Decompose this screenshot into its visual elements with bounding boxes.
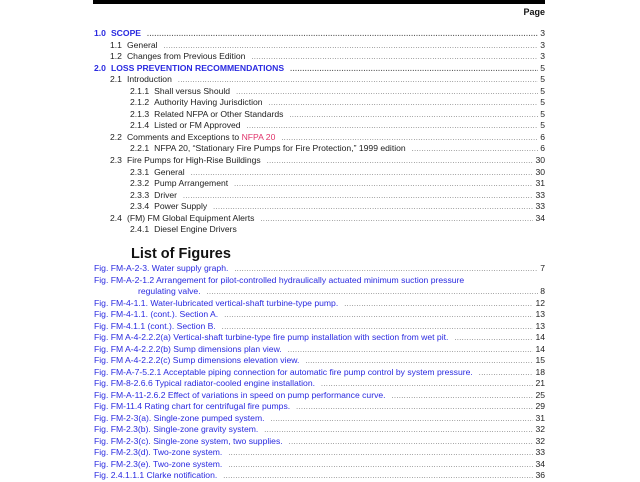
toc-entry-2-3-4[interactable]	[94, 201, 545, 213]
toc-title: Introduction	[126, 74, 172, 85]
leader-dots	[392, 391, 534, 402]
figure-label: Fig. 2.4.1.1.1 Clarke notification.	[94, 470, 218, 480]
figure-entry[interactable]	[94, 413, 545, 425]
figure-entry[interactable]	[94, 332, 545, 344]
figure-label: Fig. FM-8-2.6.6 Typical radiator-cooled engine installation.	[94, 378, 316, 388]
leader-dots	[234, 179, 533, 190]
toc-page: 5	[540, 62, 545, 73]
toc-page: 3	[540, 39, 545, 50]
leader-dots	[269, 98, 539, 109]
toc-page: 5	[540, 120, 545, 131]
toc-number: 2.3.1	[130, 166, 150, 177]
figure-page: 14	[535, 332, 545, 342]
toc-entry-2-1-3[interactable]	[94, 109, 545, 121]
figure-page: 29	[535, 401, 545, 411]
toc-title: Diesel Engine Drivers	[154, 224, 237, 235]
figure-entry[interactable]	[94, 355, 545, 367]
figure-page: 25	[535, 389, 545, 400]
leader-dots	[290, 64, 538, 75]
figure-page: 32	[535, 435, 545, 446]
toc-number: 2.2.1	[130, 143, 150, 154]
figure-page: 31	[535, 412, 545, 423]
toc-entry-2-3[interactable]	[94, 155, 545, 167]
toc-entry-2-1-1[interactable]	[94, 86, 545, 98]
figure-entry[interactable]	[94, 447, 545, 459]
leader-dots	[224, 310, 533, 321]
toc-number: 2.3.4	[130, 201, 150, 212]
toc-number: 1.1	[110, 39, 122, 50]
toc-entry-2-0[interactable]	[94, 63, 545, 75]
toc-page: 33	[535, 189, 545, 200]
figure-page: 13	[535, 309, 545, 319]
toc-number: 1.0	[94, 28, 106, 38]
figure-label: Fig. FM-11.4 Rating chart for centrifugal fire pumps.	[94, 401, 291, 411]
leader-dots	[271, 414, 534, 425]
figure-label: Fig. FM-2.3(e). Two-zone system.	[94, 458, 223, 469]
toc-title: General	[126, 39, 158, 50]
leader-dots	[191, 168, 534, 179]
toc-number: 2.3	[110, 155, 122, 166]
nfpa-20-link[interactable]: NFPA 20	[241, 131, 276, 142]
figure-page: 18	[535, 366, 545, 377]
toc-entry-1-2[interactable]	[94, 51, 545, 63]
toc-entry-2-1-2[interactable]	[94, 97, 545, 109]
leader-dots	[228, 448, 533, 459]
figure-page: 12	[535, 297, 545, 308]
figure-entry[interactable]	[94, 367, 545, 379]
leader-dots	[147, 29, 538, 40]
figure-page: 33	[535, 447, 545, 457]
toc-number: 2.1.1	[130, 85, 150, 96]
toc-title: LOSS PREVENTION RECOMMENDATIONS	[110, 62, 285, 73]
figure-page: 14	[535, 343, 545, 354]
leader-dots	[288, 345, 534, 356]
figure-entry[interactable]	[94, 424, 545, 436]
toc-title: SCOPE	[110, 28, 142, 38]
toc-title: NFPA 20, “Stationary Fire Pumps for Fire Protection,” 1999 edition	[154, 143, 406, 154]
figure-label: Fig. FM-2.3(b). Single-zone gravity system.	[94, 424, 259, 434]
leader-dots	[264, 425, 533, 436]
toc-number: 2.4	[110, 212, 122, 223]
leader-dots	[305, 356, 533, 367]
toc-number: 2.3.3	[130, 189, 150, 200]
toc-page: 30	[535, 155, 545, 166]
toc-entry-2-3-1[interactable]	[94, 167, 545, 179]
list-of-figures	[94, 263, 545, 482]
figure-label: Fig. FM-4-1.1. (cont.). Section A.	[94, 309, 219, 319]
toc-title: (FM) FM Global Equipment Alerts	[126, 212, 255, 223]
figure-entry[interactable]	[94, 390, 545, 402]
figure-page: 13	[535, 320, 545, 331]
figure-entry[interactable]	[94, 275, 545, 287]
toc-entry-2-2-1[interactable]	[94, 143, 545, 155]
figure-label: Fig. FM-2-3(a). Single-zone pumped system.	[94, 412, 265, 423]
leader-dots	[260, 214, 533, 225]
toc-number: 1.2	[110, 51, 122, 62]
toc-entry-2-1-4[interactable]	[94, 120, 545, 132]
leader-dots	[234, 264, 538, 275]
toc-page: 3	[540, 28, 545, 38]
list-of-figures-heading: List of Figures	[131, 246, 231, 262]
table-of-contents	[94, 28, 545, 236]
leader-dots	[267, 156, 534, 167]
figure-label: Fig. FM-2-3(c). Single-zone system, two supplies.	[94, 435, 283, 446]
top-rule	[93, 0, 545, 4]
toc-page: 5	[540, 85, 545, 96]
figure-label: Fig. FM-2.3(d). Two-zone system.	[94, 447, 223, 457]
figure-page: 36	[535, 470, 545, 480]
toc-page: 31	[535, 178, 545, 189]
toc-number: 2.0	[94, 62, 106, 73]
toc-title: Pump Arrangement	[154, 178, 229, 189]
toc-page: 5	[540, 74, 545, 85]
toc-entry-2-1[interactable]	[94, 74, 545, 86]
leader-dots	[321, 379, 533, 390]
toc-page: 6	[540, 131, 545, 142]
leader-dots	[251, 52, 538, 63]
figure-label-continuation: regulating valve.	[138, 286, 201, 296]
toc-title: Shall versus Should	[154, 85, 231, 96]
leader-dots	[412, 144, 539, 155]
toc-title	[127, 132, 275, 144]
figure-entry[interactable]	[94, 309, 545, 321]
figure-label: Fig. FM-A-2-3. Water supply graph.	[94, 263, 229, 273]
toc-entry-1-0[interactable]	[94, 28, 545, 40]
toc-page: 3	[540, 51, 545, 62]
toc-number: 2.2	[110, 131, 122, 142]
toc-entry-1-1[interactable]	[94, 40, 545, 52]
toc-entry-2-4[interactable]	[94, 213, 545, 225]
toc-number: 2.1.2	[130, 97, 150, 108]
figure-page: 34	[535, 458, 545, 469]
toc-number: 2.1	[110, 74, 122, 85]
toc-page: 30	[535, 166, 545, 177]
figure-entry[interactable]	[94, 263, 545, 275]
toc-title-text: Comments and Exceptions to	[126, 131, 242, 142]
toc-entry-2-2[interactable]	[94, 132, 545, 144]
figure-entry[interactable]	[94, 344, 545, 356]
toc-title: Changes from Previous Edition	[126, 51, 246, 62]
leader-dots	[454, 333, 533, 344]
toc-entry-2-3-3[interactable]	[94, 190, 545, 202]
toc-title: Listed or FM Approved	[154, 120, 241, 131]
toc-page: 34	[535, 212, 545, 223]
toc-number: 2.3.2	[130, 178, 150, 189]
toc-title: Power Supply	[154, 201, 208, 212]
leader-dots	[289, 110, 538, 121]
leader-dots	[222, 322, 534, 333]
figure-label: Fig. FM-A-11-2.6.2 Effect of variations in speed on pump performance curve.	[94, 389, 386, 400]
figure-entry[interactable]	[94, 459, 545, 471]
toc-page: 5	[540, 97, 545, 108]
leader-dots	[281, 133, 538, 144]
figure-entry[interactable]	[94, 401, 545, 413]
leader-dots	[207, 287, 539, 298]
figure-label: Fig. FM-4-1.1. Water-lubricated vertical-shaft turbine-type pump.	[94, 297, 339, 308]
figure-page: 21	[535, 378, 545, 388]
leader-dots	[247, 121, 539, 132]
figure-entry[interactable]	[94, 436, 545, 448]
toc-number: 2.1.4	[130, 120, 150, 131]
figure-page: 7	[540, 263, 545, 273]
figure-entry[interactable]	[94, 298, 545, 310]
toc-entry-2-4-1[interactable]	[94, 224, 545, 236]
leader-dots	[228, 460, 533, 471]
toc-page: 33	[535, 201, 545, 212]
toc-title: General	[154, 166, 185, 177]
toc-title: Authority Having Jurisdiction	[154, 97, 263, 108]
leader-dots	[178, 75, 538, 86]
toc-number: 2.1.3	[130, 108, 150, 119]
leader-dots	[183, 191, 533, 202]
figure-label: Fig. FM-4.1.1 (cont.). Section B.	[94, 320, 216, 331]
leader-dots	[479, 368, 534, 379]
figure-entry[interactable]	[94, 378, 545, 390]
toc-number: 2.4.1	[130, 224, 150, 235]
figure-page: 8	[540, 286, 545, 296]
leader-dots	[236, 87, 538, 98]
figure-label: Fig. FM-A-2-1.2 Arrangement for pilot-controlled hydraulically actuated minimum suction pressure	[94, 274, 465, 285]
leader-dots	[164, 41, 539, 52]
figure-entry-continuation[interactable]	[94, 286, 545, 298]
toc-title: Driver	[154, 189, 178, 200]
leader-dots	[213, 202, 533, 213]
figure-entry[interactable]	[94, 321, 545, 333]
figure-label: Fig. FM A-4-2.2.2(c) Sump dimensions elevation view.	[94, 355, 300, 365]
page-column-header: Page	[523, 7, 545, 17]
figure-label: Fig. FM A-4-2.2.2(a) Vertical-shaft turbine-type fire pump installation with section from wet pit.	[94, 332, 449, 342]
leader-dots	[344, 299, 533, 310]
toc-title: Fire Pumps for High-Rise Buildings	[126, 155, 261, 166]
toc-page: 5	[540, 108, 545, 119]
leader-dots	[289, 437, 534, 448]
toc-title: Related NFPA or Other Standards	[154, 108, 284, 119]
figure-label: Fig. FM-A-7-5.2.1 Acceptable piping connection for automatic fire pump control by system pressure.	[94, 366, 473, 377]
figure-label: Fig. FM A-4-2.2.2(b) Sump dimensions plan view.	[94, 343, 282, 354]
leader-dots	[296, 402, 533, 413]
toc-entry-2-3-2[interactable]	[94, 178, 545, 190]
toc-page: 6	[540, 143, 545, 154]
figure-page: 32	[535, 424, 545, 434]
figure-page: 15	[535, 355, 545, 365]
